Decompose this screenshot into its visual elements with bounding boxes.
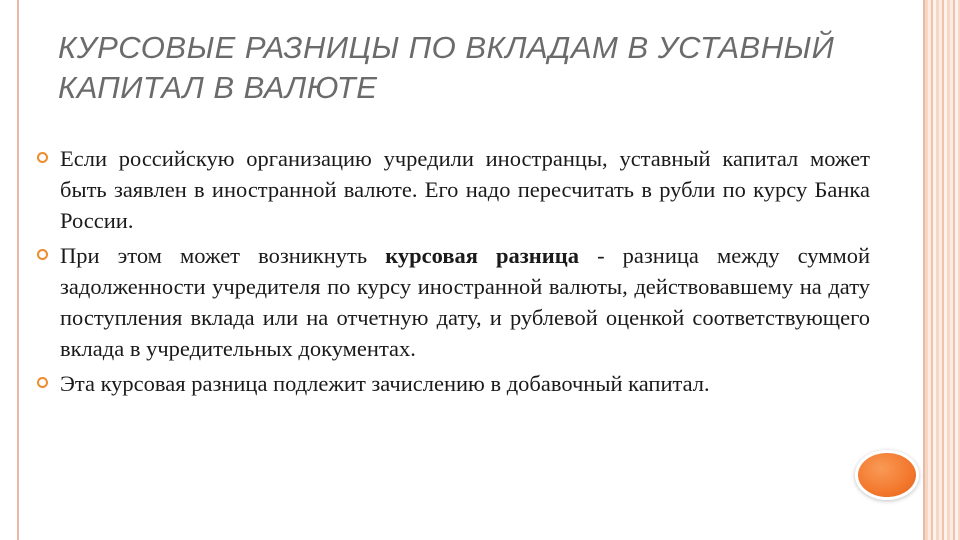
bullet-circle-icon <box>37 152 48 163</box>
decorative-stripes <box>925 0 960 540</box>
bullet-item <box>60 143 870 236</box>
bullet-text-after: - разница между суммой задолженности учредителя по курсу иностранной валюты, действовавшему на дату поступления вклада или на отчетную дату, и рублевой оценкой соответствующего вклада в учредительных документах. <box>60 243 870 361</box>
bullet-item <box>60 368 870 399</box>
bullet-circle-icon <box>37 249 48 260</box>
bullet-item <box>60 240 870 364</box>
bullet-text-before: При этом может возникнуть <box>60 243 386 268</box>
slide-title: КУРСОВЫЕ РАЗНИЦЫ ПО ВКЛАДАМ В УСТАВНЫЙ КАПИТАЛ В ВАЛЮТЕ <box>58 30 835 105</box>
bullet-text: Если российскую организацию учредили иностранцы, уставный капитал может быть заявлен в иностранной валюте. Его надо пересчитать в рубли по курсу Банка России. <box>60 146 870 233</box>
bullet-text: Эта курсовая разница подлежит зачислению в добавочный капитал. <box>60 371 710 396</box>
bullet-list <box>60 143 870 403</box>
bullet-circle-icon <box>37 377 48 388</box>
bold-term: курсовая разница <box>385 243 579 268</box>
orange-circle-decoration <box>855 450 919 500</box>
